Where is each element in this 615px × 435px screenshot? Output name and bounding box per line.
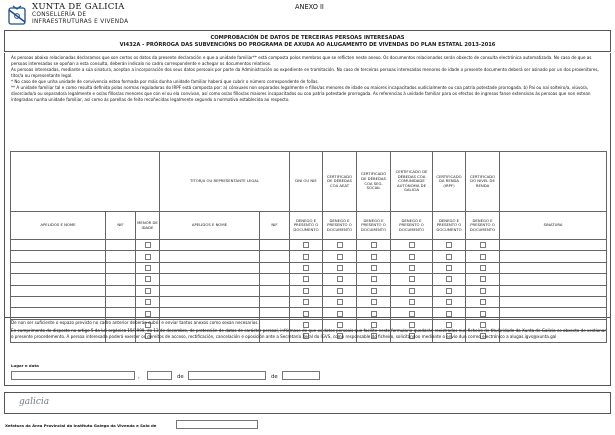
header-deny: DENEGO E PRESENTO O DOCUMENTO <box>391 212 433 240</box>
deny-checkbox[interactable] <box>303 299 309 305</box>
deny-checkbox[interactable] <box>409 311 415 317</box>
checkbox-cell <box>466 240 500 251</box>
input-cell[interactable] <box>160 240 260 251</box>
input-cell[interactable] <box>160 296 260 307</box>
intro-paragraph: As persoas abaixo relacionadas declaramos que son certos os datos da presente declaración e que a unidade familiar** está composta polos membros que se reflicten neste anexo. Os documentos relacionados serán obxecto de consulta electrónica automatizada. No caso de que as persoas interesadas se opoñan a esta consulta, deberán indicalo no cadro correspondente e achegar os documentos relativos. <box>11 55 592 66</box>
checkbox-cell <box>433 296 466 307</box>
checkbox-cell <box>391 285 433 296</box>
header-menor: MENOR DE IDADE <box>136 212 160 240</box>
space-note: De non ser suficiente o espazo previsto no cadro anterior deberán cubrir e enviar tantos anexos como sexan necesarios. <box>11 320 259 325</box>
input-cell[interactable] <box>500 251 607 262</box>
deny-checkbox[interactable] <box>371 242 377 248</box>
header-dni-nie: DNI OU NIE <box>290 152 323 212</box>
header-blank <box>500 152 607 212</box>
header-irpf: CERTIFICADO DA RENDA (IRPF) <box>433 152 466 212</box>
deny-checkbox[interactable] <box>480 265 486 271</box>
checkbox-cell <box>391 274 433 285</box>
de-separator-1: de <box>177 374 184 380</box>
annex-label: ANEXO II <box>295 3 324 11</box>
table-row <box>11 251 607 262</box>
checkbox-cell <box>323 296 357 307</box>
data-protection-text: En cumprimento do disposto no artigo 5 da Lei orgánica 15/1999, do 13 de decembro, de protección de datos de carácter persoal, infórmase de que os datos persoais que facilite neste formulario quedarán rexistrados nun ficheiro de titularidade da Xunta de Galicia co obxecto de xestionar o presente procedemento. A persoa interesada poderá exercer os dereitos de acceso, rectificación, cancelación e oposición ante a Secretaría Xeral do IGVS, como responsable do ficheiro, solicitándoo mediante o envío dun correo electrónico a alugas.igvs@xunta.gal <box>11 328 607 339</box>
comma-separator: , <box>138 374 140 380</box>
header-tutor-nif: NIF <box>260 212 290 240</box>
minor-checkbox[interactable] <box>145 288 151 294</box>
intro-paragraph: ** A unidade familiar tal e como resulta definida polas normas reguladoras do IRPF está composta por: a) cónxuxes non separados legalmente e fillos/as menores de idade ou maiores incapacitados xudicialmente ou coa patria potestade prorrogada. b) Pai ou nai solteiro/a, viúvo/a, divorciado/a ou separado/a legalmente e os/as fillos/as menores que con el ou ela convivan, así como os/as fillos/as maiores incapacitados ou coa patria potestade prorrogada. As referencias á unidade familiar para os efectos de ingresos fanse extensivas ás persoas que non estean integradas nunha unidade familiar, así como ás parellas de feito recoñecidas legalmente segundo a normativa establecida ao respecto. <box>11 85 591 102</box>
checkbox-cell <box>290 285 323 296</box>
checkbox-cell <box>357 240 391 251</box>
checkbox-cell <box>357 262 391 273</box>
deny-checkbox[interactable] <box>303 242 309 248</box>
persons-table <box>10 151 607 343</box>
minor-checkbox[interactable] <box>145 242 151 248</box>
deny-checkbox[interactable] <box>409 288 415 294</box>
checkbox-cell <box>290 251 323 262</box>
checkbox-cell <box>433 240 466 251</box>
deny-checkbox[interactable] <box>337 311 343 317</box>
legal-section <box>4 318 611 386</box>
organization-block <box>32 3 128 26</box>
deny-checkbox[interactable] <box>337 276 343 282</box>
deny-checkbox[interactable] <box>337 254 343 260</box>
header-cag: CERTIFICADO DE DÉBEDAS COA COMUNIDADE AUTÓNOMA DE GALICIA <box>391 152 433 212</box>
deny-checkbox[interactable] <box>409 265 415 271</box>
deny-checkbox[interactable] <box>337 288 343 294</box>
checkbox-cell <box>290 240 323 251</box>
deny-checkbox[interactable] <box>337 265 343 271</box>
input-cell[interactable] <box>11 262 106 273</box>
minor-checkbox[interactable] <box>145 254 151 260</box>
checkbox-cell <box>466 285 500 296</box>
form-title-box <box>4 30 611 52</box>
intro-paragraph: * No caso de que unha unidade de convivencia estea formada por máis dunha unidade familiar haberá que cubrir o número correspondente de follas. <box>11 79 319 84</box>
form-body <box>4 53 611 318</box>
deny-checkbox[interactable] <box>446 254 452 260</box>
input-cell[interactable] <box>260 240 290 251</box>
month-input[interactable] <box>188 371 266 380</box>
input-cell[interactable] <box>260 285 290 296</box>
input-cell[interactable] <box>260 262 290 273</box>
deny-checkbox[interactable] <box>371 288 377 294</box>
input-cell[interactable] <box>500 262 607 273</box>
deny-checkbox[interactable] <box>371 299 377 305</box>
day-input[interactable] <box>147 371 172 380</box>
checkbox-cell <box>323 240 357 251</box>
input-cell[interactable] <box>106 262 136 273</box>
checkbox-cell <box>136 274 160 285</box>
deny-checkbox[interactable] <box>409 242 415 248</box>
checkbox-cell <box>357 285 391 296</box>
checkbox-cell <box>136 285 160 296</box>
checkbox-cell <box>323 285 357 296</box>
brand-name: XUNTA DE GALICIA <box>32 2 125 12</box>
deny-checkbox[interactable] <box>446 265 452 271</box>
minor-checkbox[interactable] <box>145 299 151 305</box>
header-nivel-renda: CERTIFICADO DO NIVEL DE RENDA <box>466 152 500 212</box>
header-deny: DENEGO E PRESENTO O DOCUMENTO <box>433 212 466 240</box>
deny-checkbox[interactable] <box>303 288 309 294</box>
input-cell[interactable] <box>11 240 106 251</box>
checkbox-cell <box>357 296 391 307</box>
header-blank <box>11 152 160 212</box>
checkbox-cell <box>391 251 433 262</box>
input-cell[interactable] <box>11 285 106 296</box>
form-title: COMPROBACIÓN DE DATOS DE TERCEIRAS PERSOAS INTERESADAS <box>210 35 405 41</box>
place-date-label: Lugar e data <box>11 363 39 368</box>
table-row <box>11 240 607 251</box>
table-row <box>11 262 607 273</box>
form-subtitle: VI432A - PRÓRROGA DAS SUBVENCIÓNS DO PROGRAMA DE AXUDA AO ALUGAMENTO DE VIVENDAS DO PLAN ESTATAL 2013-2016 <box>119 42 496 48</box>
header-deny: DENEGO E PRESENTO O DOCUMENTO <box>323 212 357 240</box>
checkbox-cell <box>290 274 323 285</box>
checkbox-cell <box>323 251 357 262</box>
table-header-row-2 <box>11 212 607 240</box>
header-seg-social: CERTIFICADO DE DÉBEDAS COA SEG. SOCIAL <box>357 152 391 212</box>
header-sinatura: SINATURA <box>500 212 607 240</box>
header-deny: DENEGO E PRESENTO O DOCUMENTO <box>466 212 500 240</box>
input-cell[interactable] <box>160 262 260 273</box>
galicia-watermark: galicia <box>19 397 50 407</box>
input-cell[interactable] <box>260 251 290 262</box>
table-row <box>11 285 607 296</box>
deny-checkbox[interactable] <box>409 276 415 282</box>
ministry-line-1: CONSELLERÍA DE <box>32 12 87 18</box>
input-cell[interactable] <box>106 251 136 262</box>
header-deny: DENEGO E PRESENTO O DOCUMENTO <box>290 212 323 240</box>
input-cell[interactable] <box>11 274 106 285</box>
minor-checkbox[interactable] <box>145 311 151 317</box>
input-cell[interactable] <box>106 285 136 296</box>
checkbox-cell <box>136 262 160 273</box>
deny-checkbox[interactable] <box>446 299 452 305</box>
signature-strip <box>4 392 611 414</box>
deny-checkbox[interactable] <box>409 299 415 305</box>
deny-checkbox[interactable] <box>446 276 452 282</box>
deny-checkbox[interactable] <box>446 288 452 294</box>
deny-checkbox[interactable] <box>446 242 452 248</box>
destination-label: Xefatura da Área Provincial do Instituto Galego da Vivenda e Solo de <box>5 423 157 428</box>
header-nif: NIF <box>106 212 136 240</box>
deny-checkbox[interactable] <box>480 288 486 294</box>
checkbox-cell <box>136 240 160 251</box>
checkbox-cell <box>290 296 323 307</box>
intro-text <box>11 55 607 103</box>
deny-checkbox[interactable] <box>480 311 486 317</box>
place-input[interactable] <box>11 371 135 380</box>
checkbox-cell <box>433 262 466 273</box>
deny-checkbox[interactable] <box>303 311 309 317</box>
header-deny: DENEGO E PRESENTO O DOCUMENTO <box>357 212 391 240</box>
ministry-line-2: INFRAESTRUTURAS E VIVENDA <box>32 19 129 25</box>
input-cell[interactable] <box>500 285 607 296</box>
input-cell[interactable] <box>500 274 607 285</box>
table-header-row-1 <box>11 152 607 212</box>
header-tutor-group: TITOR/A OU REPRESENTANTE LEGAL <box>160 152 290 212</box>
deny-checkbox[interactable] <box>303 254 309 260</box>
deny-checkbox[interactable] <box>371 276 377 282</box>
deny-checkbox[interactable] <box>480 242 486 248</box>
table-row <box>11 296 607 307</box>
deny-checkbox[interactable] <box>371 254 377 260</box>
checkbox-cell <box>136 296 160 307</box>
input-cell[interactable] <box>106 296 136 307</box>
input-cell[interactable] <box>11 296 106 307</box>
checkbox-cell <box>391 240 433 251</box>
deny-checkbox[interactable] <box>480 276 486 282</box>
table-row <box>11 274 607 285</box>
galicia-coat-of-arms-icon <box>6 4 28 26</box>
checkbox-cell <box>391 262 433 273</box>
input-cell[interactable] <box>500 296 607 307</box>
deny-checkbox[interactable] <box>337 242 343 248</box>
intro-paragraph: As persoas interesadas, mediante a súa sinatura, aceptan a incorporación dos seus datos persoais por parte da Administración ao expediente en tramitación. No caso de terceiras persoas interesadas menores de idade o presente documento deberá ser asinado por un dos proxenitores, titor/a ou representante legal. <box>11 67 599 78</box>
checkbox-cell <box>323 262 357 273</box>
deny-checkbox[interactable] <box>480 299 486 305</box>
checkbox-cell <box>466 274 500 285</box>
checkbox-cell <box>466 251 500 262</box>
input-cell[interactable] <box>160 251 260 262</box>
input-cell[interactable] <box>260 274 290 285</box>
checkbox-cell <box>357 274 391 285</box>
checkbox-cell <box>391 296 433 307</box>
header-apelidos: APELIDOS E NOME <box>11 212 106 240</box>
de-separator-2: de <box>271 374 278 380</box>
checkbox-cell <box>136 251 160 262</box>
minor-checkbox[interactable] <box>145 276 151 282</box>
year-input[interactable] <box>282 371 320 380</box>
deny-checkbox[interactable] <box>371 311 377 317</box>
input-cell[interactable] <box>500 240 607 251</box>
checkbox-cell <box>357 251 391 262</box>
checkbox-cell <box>466 296 500 307</box>
header-tutor-apelidos: APELIDOS E NOME <box>160 212 260 240</box>
checkbox-cell <box>466 262 500 273</box>
deny-checkbox[interactable] <box>409 254 415 260</box>
input-cell[interactable] <box>160 285 260 296</box>
deny-checkbox[interactable] <box>303 276 309 282</box>
checkbox-cell <box>433 274 466 285</box>
minor-checkbox[interactable] <box>145 265 151 271</box>
input-cell[interactable] <box>106 240 136 251</box>
header-aeat: CERTIFICADO DE DÉBEDAS COA AEAT <box>323 152 357 212</box>
document-header <box>6 3 609 29</box>
input-cell[interactable] <box>160 274 260 285</box>
checkbox-cell <box>290 262 323 273</box>
destination-input[interactable] <box>176 420 258 429</box>
checkbox-cell <box>323 274 357 285</box>
deny-checkbox[interactable] <box>337 299 343 305</box>
checkbox-cell <box>433 251 466 262</box>
input-cell[interactable] <box>11 251 106 262</box>
input-cell[interactable] <box>106 274 136 285</box>
input-cell[interactable] <box>260 296 290 307</box>
deny-checkbox[interactable] <box>371 265 377 271</box>
checkbox-cell <box>433 285 466 296</box>
deny-checkbox[interactable] <box>480 254 486 260</box>
deny-checkbox[interactable] <box>303 265 309 271</box>
deny-checkbox[interactable] <box>446 311 452 317</box>
